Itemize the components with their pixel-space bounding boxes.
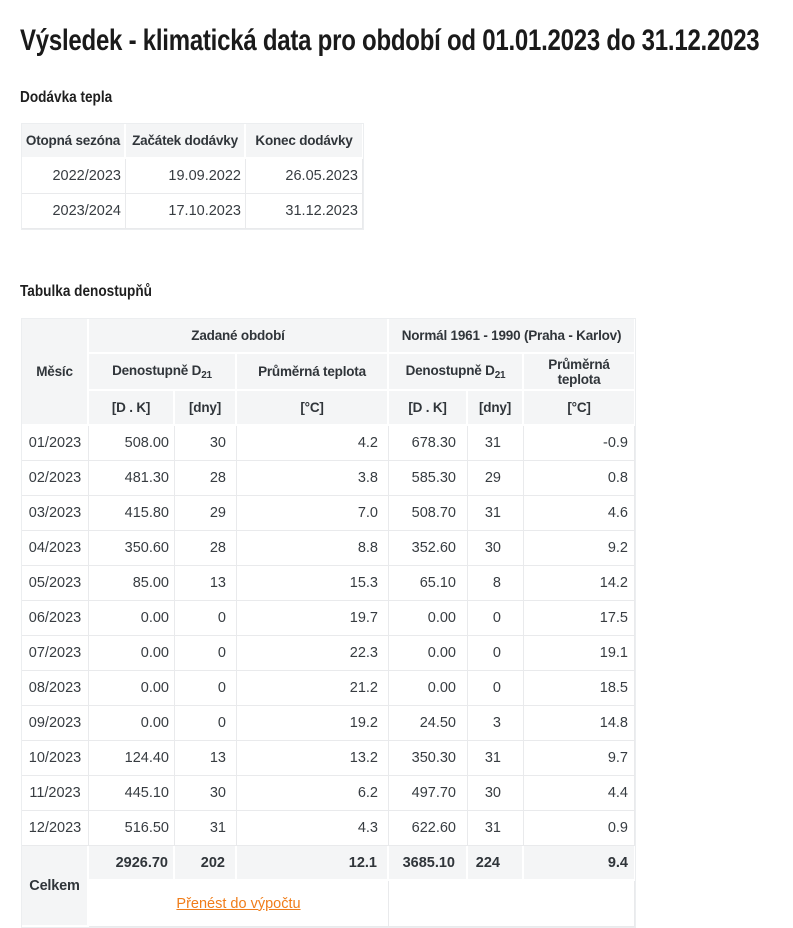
subscript-21: 21 [494,369,506,381]
column-header-degree-days: Denostupně $D_{21}$ [89,354,237,391]
value-cell: 31 [468,426,524,461]
value-cell: 0 [468,601,524,636]
season-cell: 2023/2024 [22,194,126,229]
total-value-cell: 2926.70 [89,846,175,881]
group-header-period: Zadané období [89,319,389,354]
month-cell: 06/2023 [22,601,89,636]
value-cell: -0.9 [524,426,635,461]
value-cell: 352.60 [389,531,468,566]
transfer-link-cell [89,881,389,927]
value-cell: 4.6 [524,496,635,531]
table-row [22,706,635,741]
value-cell: 497.70 [389,776,468,811]
value-cell: 31 [468,741,524,776]
value-cell: 508.00 [89,426,175,461]
value-cell: 0 [468,671,524,706]
supply-end-cell: 31.12.2023 [246,194,363,229]
month-cell: 12/2023 [22,811,89,846]
value-cell: 21.2 [237,671,389,706]
sub-header-row [22,354,635,391]
value-cell: 31 [468,811,524,846]
month-cell: 04/2023 [22,531,89,566]
transfer-to-calculation-link[interactable]: Přenést do výpočtu [176,895,301,912]
table-row [22,741,635,776]
value-cell: 19.1 [524,636,635,671]
month-cell: 07/2023 [22,636,89,671]
month-cell: 01/2023 [22,426,89,461]
total-value-cell: 224 [468,846,524,881]
column-header-degree-days: Denostupně $D_{21}$ [389,354,524,391]
value-cell: 6.2 [237,776,389,811]
value-cell: 19.7 [237,601,389,636]
table-row [22,159,363,194]
value-cell: 0 [468,636,524,671]
value-cell: 415.80 [89,496,175,531]
degree-days-table [21,318,636,928]
value-cell: 0.9 [524,811,635,846]
value-cell: 622.60 [389,811,468,846]
value-cell: 481.30 [89,461,175,496]
value-cell: 585.30 [389,461,468,496]
value-cell: 28 [175,461,237,496]
value-cell: 0 [175,671,237,706]
value-cell: 445.10 [89,776,175,811]
month-cell: 11/2023 [22,776,89,811]
season-cell: 2022/2023 [22,159,126,194]
value-cell: 14.8 [524,706,635,741]
value-cell: 3.8 [237,461,389,496]
total-value-cell: 9.4 [524,846,635,881]
degree-days-heading: Tabulka denostupňů [20,283,152,300]
unit-header-row [22,391,635,426]
value-cell: 4.3 [237,811,389,846]
supply-end-cell: 26.05.2023 [246,159,363,194]
value-cell: 13.2 [237,741,389,776]
value-cell: 9.7 [524,741,635,776]
value-cell: 4.2 [237,426,389,461]
value-cell: 0.00 [89,706,175,741]
value-cell: 65.10 [389,566,468,601]
unit-header-days: [dny] [468,391,524,426]
value-cell: 22.3 [237,636,389,671]
supply-start-cell: 19.09.2022 [126,159,246,194]
table-row [22,636,635,671]
unit-header-dk: [D . K] [89,391,175,426]
value-cell: 31 [175,811,237,846]
table-row [22,426,635,461]
total-value-cell: 202 [175,846,237,881]
value-cell: 4.4 [524,776,635,811]
value-cell: 31 [468,496,524,531]
value-cell: 28 [175,531,237,566]
month-cell: 08/2023 [22,671,89,706]
value-cell: 678.30 [389,426,468,461]
table-row [22,531,635,566]
group-header-row [22,319,635,354]
value-cell: 0.00 [389,671,468,706]
value-cell: 508.70 [389,496,468,531]
column-header-month: Měsíc [22,319,89,426]
month-cell: 10/2023 [22,741,89,776]
table-row [22,461,635,496]
table-row [22,776,635,811]
table-row [22,566,635,601]
value-cell: 8.8 [237,531,389,566]
table-row [22,601,635,636]
value-cell: 0.00 [389,636,468,671]
unit-header-temp: [°C] [237,391,389,426]
value-cell: 13 [175,566,237,601]
value-cell: 8 [468,566,524,601]
value-cell: 29 [175,496,237,531]
transfer-row [22,881,635,927]
totals-row [22,846,635,881]
value-cell: 0.8 [524,461,635,496]
value-cell: 19.2 [237,706,389,741]
month-cell: 09/2023 [22,706,89,741]
column-header-supply-end: Konec dodávky [246,124,363,159]
value-cell: 30 [175,776,237,811]
value-cell: 24.50 [389,706,468,741]
heat-supply-heading: Dodávka tepla [20,89,113,106]
value-cell: 3 [468,706,524,741]
subscript-21: 21 [201,369,212,381]
month-cell: 05/2023 [22,566,89,601]
value-cell: 14.2 [524,566,635,601]
value-cell: 15.3 [237,566,389,601]
value-cell: 0 [175,706,237,741]
column-header-avg-temp: Průměrná teplota [524,354,635,391]
value-cell: 516.50 [89,811,175,846]
totals-label: Celkem [22,846,89,927]
value-cell: 13 [175,741,237,776]
value-cell: 0.00 [389,601,468,636]
table-row [22,811,635,846]
column-header-avg-temp: Průměrná teplota [237,354,389,391]
heat-supply-table [21,123,364,230]
value-cell: 9.2 [524,531,635,566]
value-cell: 30 [468,776,524,811]
value-cell: 0.00 [89,671,175,706]
table-row [22,496,635,531]
value-cell: 30 [468,531,524,566]
value-cell: 85.00 [89,566,175,601]
month-cell: 03/2023 [22,496,89,531]
heat-supply-header-row [22,124,363,159]
total-value-cell: 3685.10 [389,846,468,881]
group-header-normal: Normál 1961 - 1990 (Praha - Karlov) [389,319,635,354]
column-header-supply-start: Začátek dodávky [126,124,246,159]
empty-cell [389,881,635,927]
unit-header-dk: [D . K] [389,391,468,426]
value-cell: 29 [468,461,524,496]
supply-start-cell: 17.10.2023 [126,194,246,229]
month-cell: 02/2023 [22,461,89,496]
unit-header-temp: [°C] [524,391,635,426]
value-cell: 17.5 [524,601,635,636]
unit-header-days: [dny] [175,391,237,426]
value-cell: 0.00 [89,636,175,671]
page-title: Výsledek - klimatická data pro období od 01.01.2023 do 31.12.2023 [20,24,760,57]
value-cell: 350.30 [389,741,468,776]
value-cell: 0 [175,636,237,671]
table-row [22,194,363,229]
value-cell: 30 [175,426,237,461]
value-cell: 0 [175,601,237,636]
value-cell: 124.40 [89,741,175,776]
table-row [22,671,635,706]
value-cell: 18.5 [524,671,635,706]
value-cell: 7.0 [237,496,389,531]
value-cell: 0.00 [89,601,175,636]
value-cell: 350.60 [89,531,175,566]
column-header-season: Otopná sezóna [22,124,126,159]
total-value-cell: 12.1 [237,846,389,881]
